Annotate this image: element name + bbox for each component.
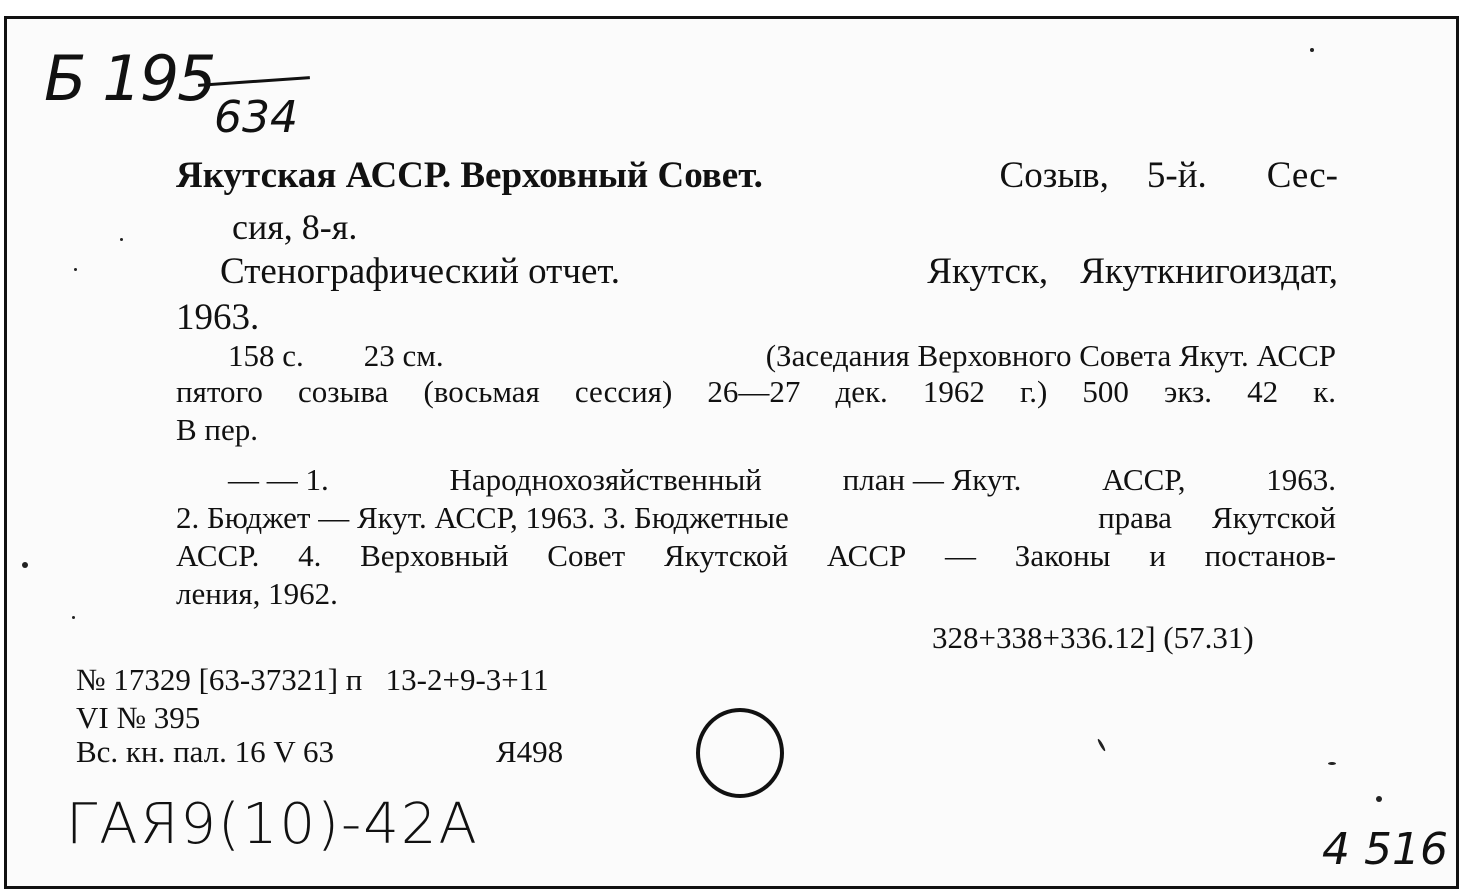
subject-3-rights: права <box>1098 500 1172 535</box>
subject-1-term-cont: план — Якут. <box>842 462 1022 497</box>
footer-code: Я498 <box>496 734 564 769</box>
entry-heading-author: Якутская АССР. Верховный Совет. <box>176 155 763 196</box>
subject-2-3: 2. Бюджет — Якут. АССР, 1963. 3. Бюджетные <box>176 500 789 535</box>
entry-heading-convocation: Созыв, <box>999 155 1109 196</box>
scan-speck <box>72 616 75 619</box>
subjects-line-4: ления, 1962. <box>176 576 338 611</box>
subject-1-term: Народнохозяйственный <box>449 462 762 497</box>
entry-series-note: (Заседания Верховного Совета Якут. АССР <box>765 338 1336 373</box>
handwritten-inventory-number: 4 516 <box>1322 824 1448 875</box>
entry-heading <box>176 154 1338 197</box>
punch-circle <box>696 708 784 798</box>
subject-1-region: АССР, <box>1102 462 1186 497</box>
subject-3-region: Якутской <box>1211 500 1336 535</box>
handwritten-bottom-code: ГАЯ9(10)-42А <box>66 792 479 857</box>
entry-place: Якутск, <box>927 251 1049 292</box>
handwritten-shelf-code: Б 195 <box>44 42 215 115</box>
footer-registration: № 17329 [63-37321] п 13-2+9-3+11 <box>76 662 549 697</box>
scan-speck <box>120 238 123 241</box>
entry-heading-continued: сия, 8-я. <box>232 207 358 247</box>
entry-title: Стенографический отчет. <box>220 251 621 292</box>
entry-year: 1963. <box>176 297 260 338</box>
footer-order: VI № 395 <box>76 700 201 735</box>
entry-size: 23 см. <box>363 338 444 373</box>
subject-1-number: — — 1. <box>228 462 329 497</box>
entry-description-line-2: пятого созыва (восьмая сессия) 26—27 дек. 1962 г.) 500 экз. 42 к. <box>176 374 1336 409</box>
subjects-line-2 <box>176 500 1336 536</box>
entry-title-line <box>220 250 1338 293</box>
scan-speck <box>1328 762 1336 765</box>
scan-speck <box>1310 48 1314 52</box>
entry-heading-session: Сес- <box>1266 155 1338 196</box>
entry-pages: 158 с. <box>228 338 304 373</box>
classification-index: 328+338+336.12] (57.31) <box>932 620 1254 655</box>
entry-publisher: Якуткнигоиздат, <box>1080 251 1338 292</box>
entry-heading-number: 5-й. <box>1146 155 1207 196</box>
subject-1-year: 1963. <box>1266 462 1336 497</box>
handwritten-shelf-code-denominator: 634 <box>214 92 298 143</box>
scan-speck <box>1376 796 1382 802</box>
entry-description-line-1 <box>228 338 1336 374</box>
entry-description-line-3: В пер. <box>176 412 259 447</box>
footer-chamber: Вс. кн. пал. 16 V 63 <box>76 734 335 769</box>
scan-speck <box>74 268 77 271</box>
scan-speck <box>22 562 28 568</box>
subjects-line-3: АССР. 4. Верховный Совет Якутской АССР — Законы и постанов- <box>176 538 1336 573</box>
subjects-line-1 <box>228 462 1336 498</box>
